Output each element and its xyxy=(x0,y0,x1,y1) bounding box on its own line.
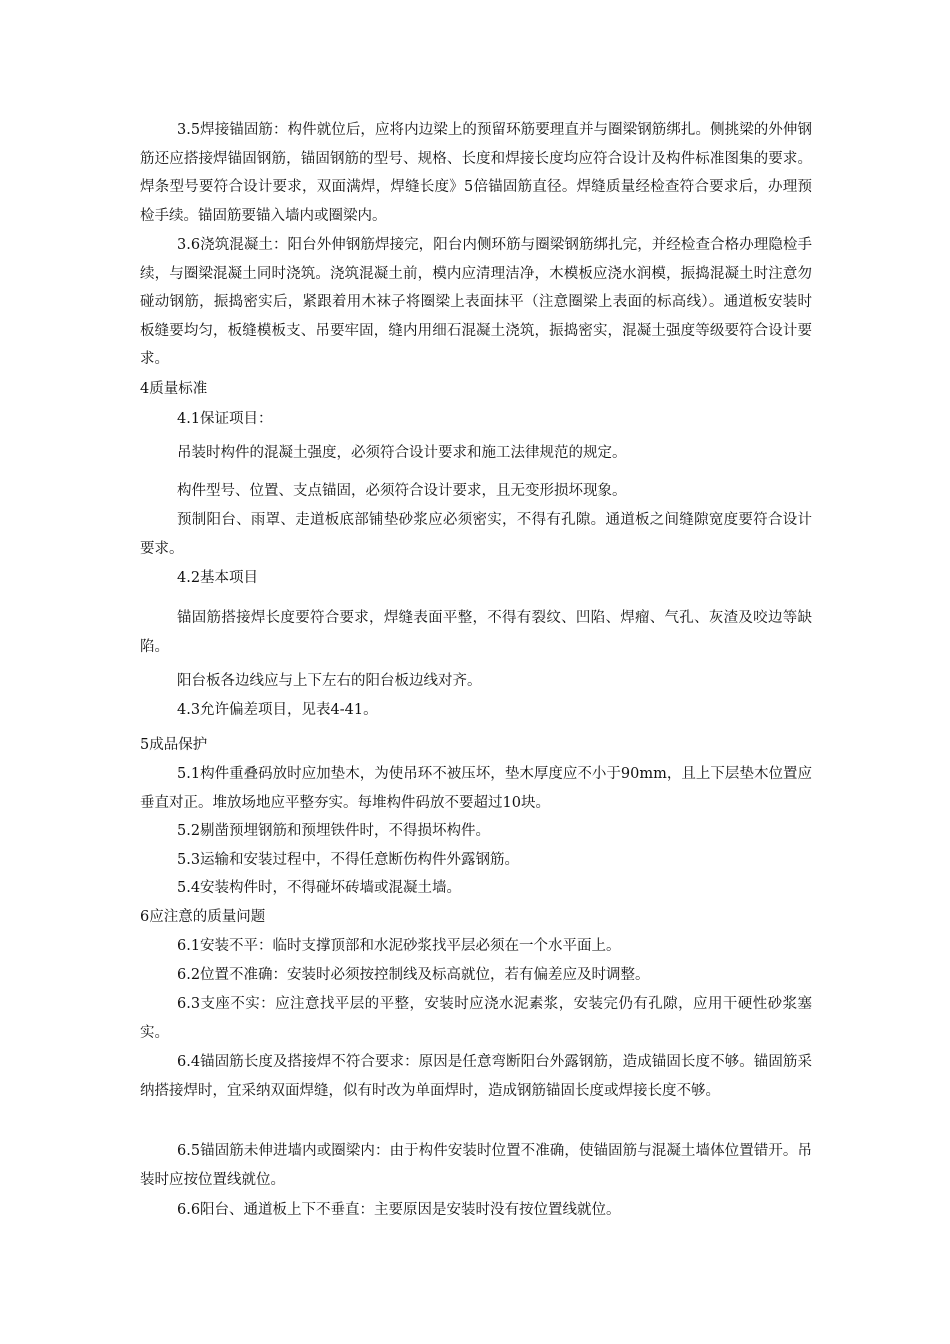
paragraph-4-3: 4.3允许偏差项目，见表4-41。 xyxy=(177,702,378,718)
section-heading-4: 4质量标准 xyxy=(140,381,208,397)
paragraph-4-1-a: 吊装时构件的混凝土强度，必须符合设计要求和施工法律规范的规定。 xyxy=(177,445,627,461)
paragraph-3-5: 3.5焊接锚固筋：构件就位后，应将内边梁上的预留环筋要理直并与圈梁钢筋绑扎。侧挑梁的外伸钢筋还应搭接焊锚固钢筋，锚固钢筋的型号、规格、长度和焊接长度均应符合设计及构件标准图集的要求。焊条型号要符合设计要求，双面满焊，焊缝长度》5倍锚固筋直径。焊缝质量经检查符合要求后，办理预检手续。锚固筋要锚入墙内或圈梁内。 xyxy=(140,122,812,224)
paragraph-3-6: 3.6浇筑混凝土：阳台外伸钢筋焊接完，阳台内侧环筋与圈梁钢筋绑扎完，并经检查合格办理隐检手续，与圈梁混凝土同时浇筑。浇筑混凝土前，模内应清理洁净，木模板应浇水润模，振捣混凝土时注意勿碰动钢筋，振捣密实后，紧跟着用木袜子将圈梁上表面抹平（注意圈梁上表面的标高线）。通道板安装时板缝要均匀，板缝模板支、吊要牢固，缝内用细石混凝土浇筑，振捣密实，混凝土强度等级要符合设计要求。 xyxy=(140,237,812,368)
subheading-4-1: 4.1保证项目： xyxy=(177,411,273,427)
paragraph-4-2-b: 阳台板各边线应与上下左右的阳台板边线对齐。 xyxy=(177,673,482,689)
paragraph-6-3: 6.3支座不实：应注意找平层的平整，安装时应浇水泥素浆，安装完仍有孔隙，应用干硬性砂浆塞实。 xyxy=(140,996,812,1041)
paragraph-5-3: 5.3运输和安装过程中，不得任意断伤构件外露钢筋。 xyxy=(177,852,520,868)
paragraph-4-1-b: 构件型号、位置、支点锚固，必须符合设计要求，且无变形损坏现象。 xyxy=(177,483,627,499)
paragraph-6-2: 6.2位置不准确：安装时必须按控制线及标高就位，若有偏差应及时调整。 xyxy=(177,967,650,983)
paragraph-6-6: 6.6阳台、通道板上下不垂直：主要原因是安装时没有按位置线就位。 xyxy=(177,1202,621,1218)
paragraph-5-4: 5.4安装构件时，不得碰坏砖墙或混凝土墙。 xyxy=(177,880,462,896)
paragraph-4-2-a: 锚固筋搭接焊长度要符合要求，焊缝表面平整，不得有裂纹、凹陷、焊瘤、气孔、灰渣及咬边等缺陷。 xyxy=(140,610,812,655)
subheading-4-2: 4.2基本项目 xyxy=(177,570,259,586)
section-heading-6: 6应注意的质量问题 xyxy=(140,909,266,925)
paragraph-4-1-c: 预制阳台、雨罩、走道板底部铺垫砂浆应必须密实，不得有孔隙。通道板之间缝隙宽度要符合设计要求。 xyxy=(140,512,812,557)
section-heading-5: 5成品保护 xyxy=(140,737,208,753)
paragraph-6-4: 6.4锚固筋长度及搭接焊不符合要求：原因是任意弯断阳台外露钢筋，造成锚固长度不够。锚固筋采纳搭接焊时，宜采纳双面焊缝，似有时改为单面焊时，造成钢筋锚固长度或焊接长度不够。 xyxy=(140,1054,812,1099)
paragraph-6-1: 6.1安装不平：临时支撑顶部和水泥砂浆找平层必须在一个水平面上。 xyxy=(177,938,621,954)
paragraph-6-5: 6.5锚固筋未伸进墙内或圈梁内：由于构件安装时位置不准确，使锚固筋与混凝土墙体位置错开。吊装时应按位置线就位。 xyxy=(140,1143,812,1188)
paragraph-5-1: 5.1构件重叠码放时应加垫木，为使吊环不被压坏，垫木厚度应不小于90mm，且上下层垫木位置应垂直对正。堆放场地应平整夯实。每堆构件码放不要超过10块。 xyxy=(140,766,812,811)
paragraph-5-2: 5.2剔凿预埋钢筋和预埋铁件时，不得损坏构件。 xyxy=(177,823,491,839)
